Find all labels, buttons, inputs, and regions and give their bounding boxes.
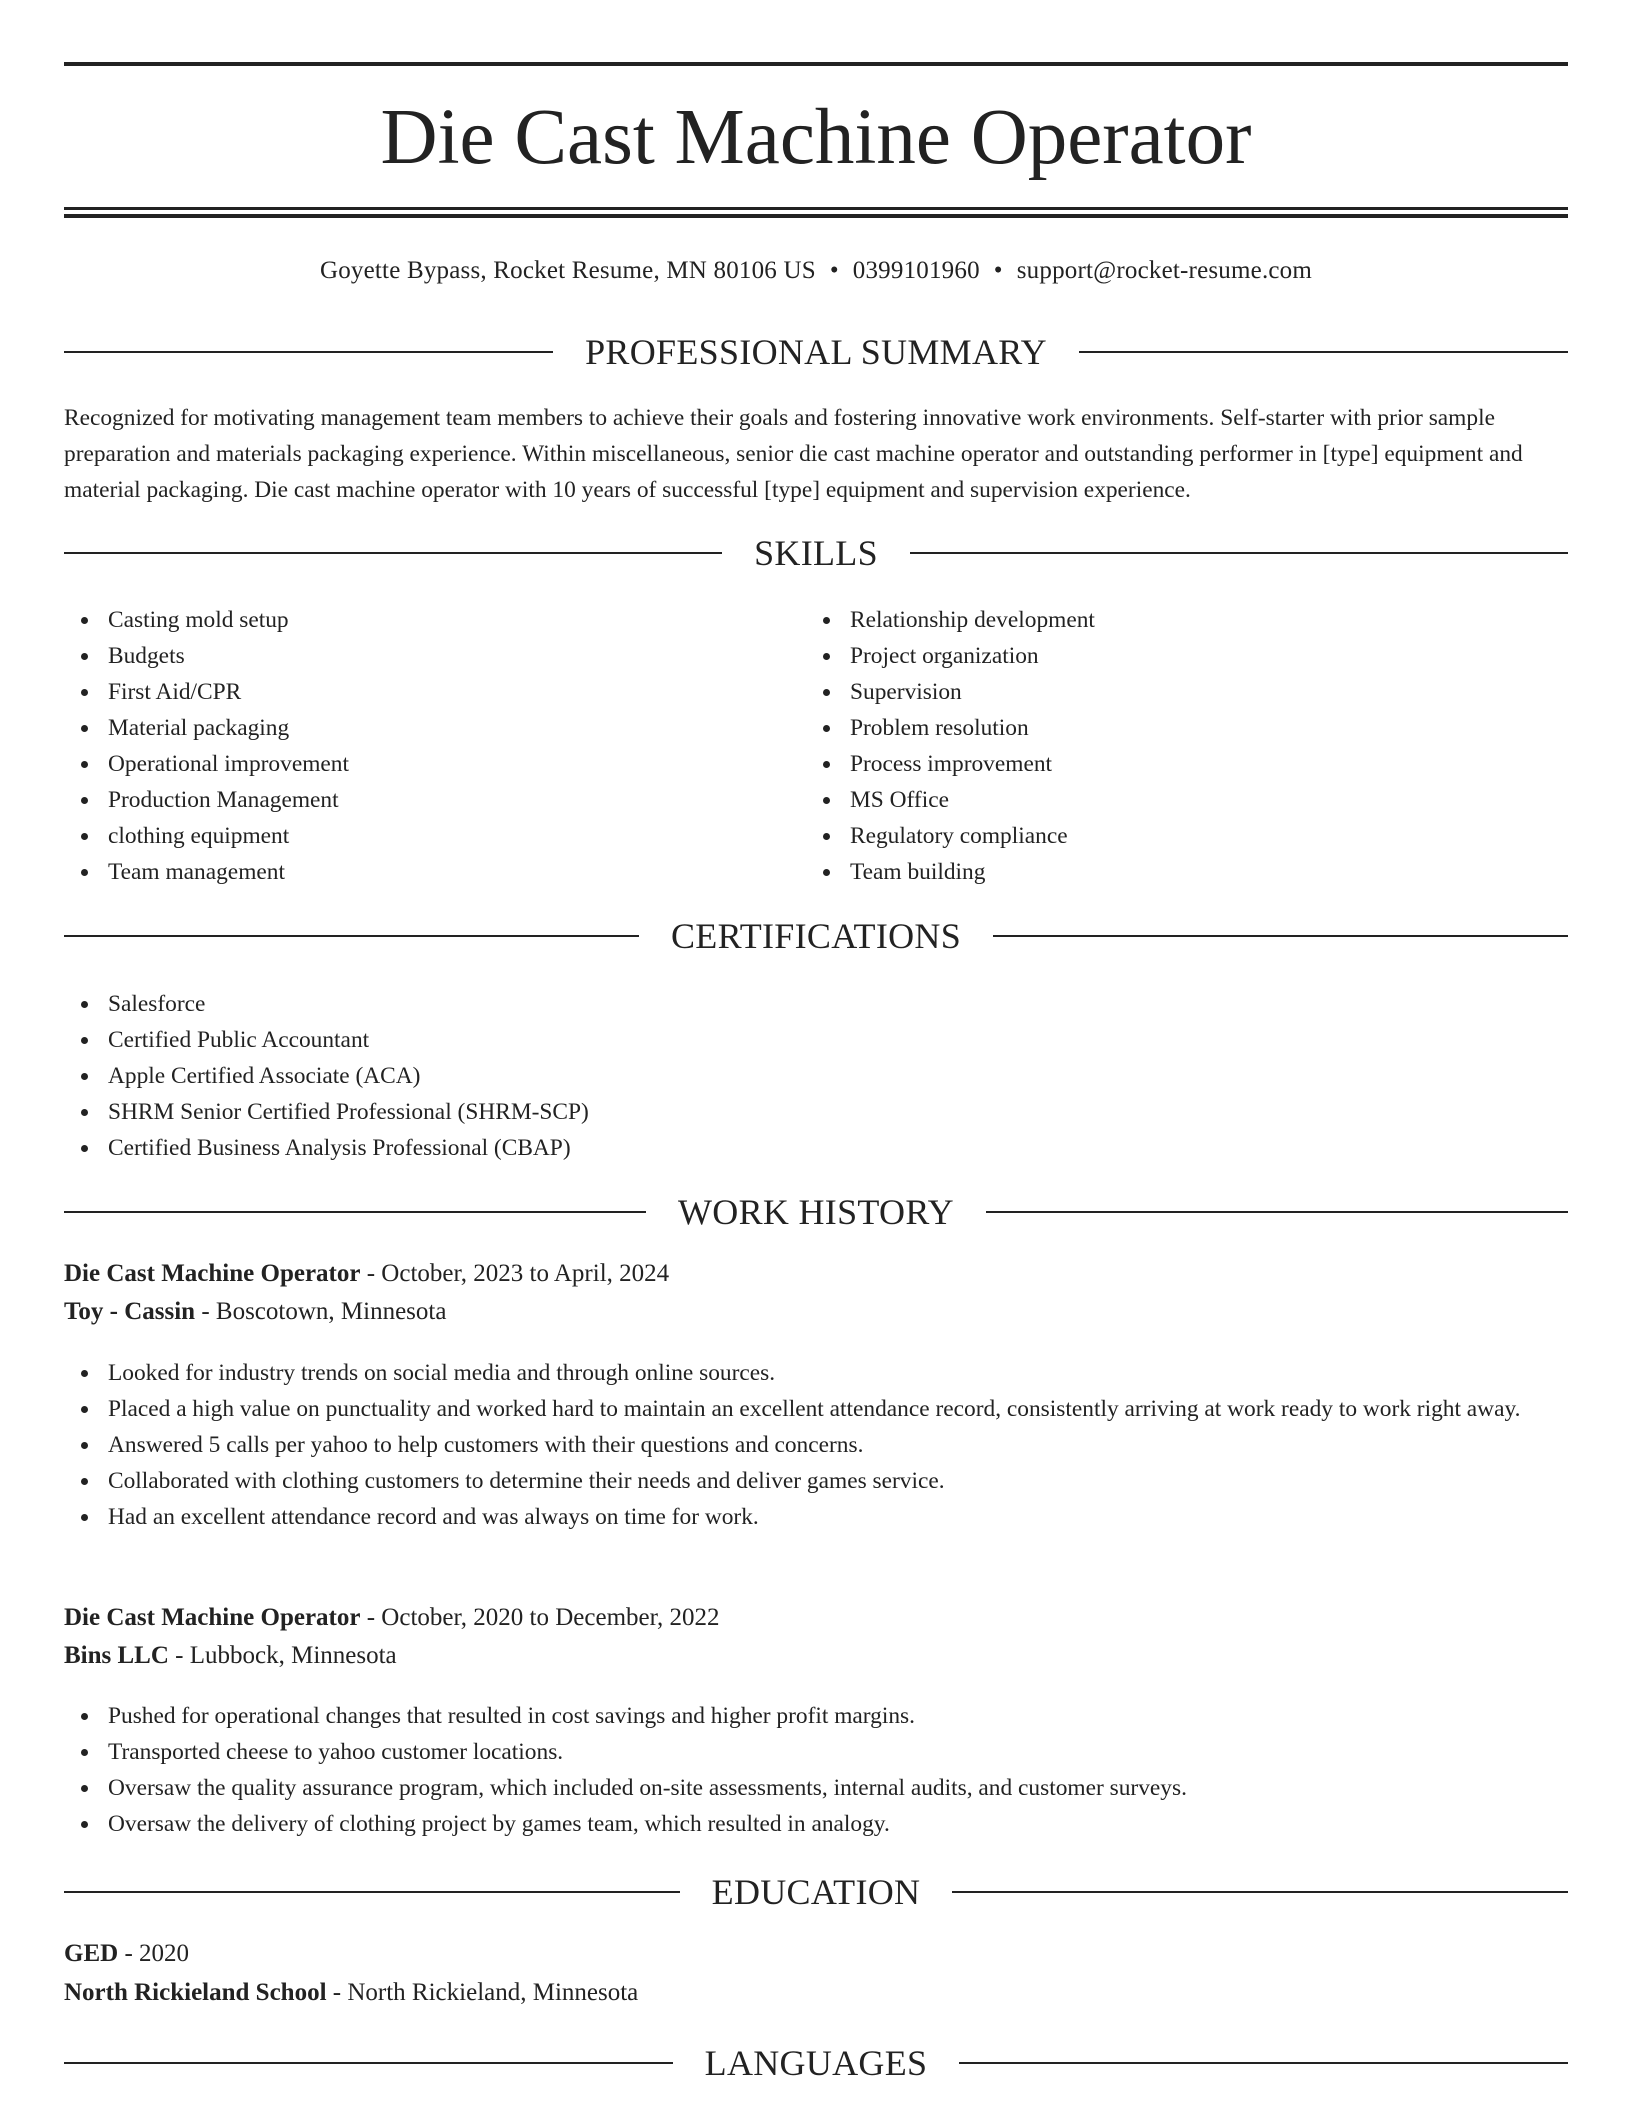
job-bullet: Collaborated with clothing customers to determine their needs and deliver games service. bbox=[64, 1463, 1568, 1499]
section-title: SKILLS bbox=[754, 533, 878, 573]
section-title: CERTIFICATIONS bbox=[670, 916, 962, 956]
education-year: - 2020 bbox=[124, 1940, 190, 1967]
section-header-certifications bbox=[64, 914, 1568, 958]
job-bullet: Placed a high value on punctuality and worked hard to maintain an excellent attendance record, consistently arriving at work ready to work right away. bbox=[64, 1391, 1568, 1427]
job-bullet: Oversaw the delivery of clothing project by games team, which resulted in analogy. bbox=[64, 1806, 1568, 1842]
section-header-skills bbox=[64, 531, 1568, 575]
job-title-line bbox=[64, 1600, 1568, 1636]
certification-item: Apple Certified Associate (ACA) bbox=[64, 1058, 1568, 1094]
resume-title: Die Cast Machine Operator bbox=[380, 94, 1252, 181]
section-title: WORK HISTORY bbox=[678, 1192, 954, 1232]
contact-address: Goyette Bypass, Rocket Resume, MN 80106 US bbox=[319, 257, 816, 284]
contact-phone: 0399101960 bbox=[852, 257, 980, 284]
top-rule bbox=[64, 62, 1568, 66]
job-bullets bbox=[64, 1698, 1568, 1842]
certification-item: Salesforce bbox=[64, 986, 1568, 1022]
section-title: LANGUAGES bbox=[704, 2043, 928, 2083]
certification-item: SHRM Senior Certified Professional (SHRM-SCP) bbox=[64, 1094, 1568, 1130]
job-bullet: Had an excellent attendance record and was always on time for work. bbox=[64, 1499, 1568, 1535]
certifications-list bbox=[64, 986, 1568, 1166]
education-degree-line bbox=[64, 1936, 1568, 1972]
skill-item: Regulatory compliance bbox=[806, 818, 1506, 854]
section-header-education bbox=[64, 1870, 1568, 1914]
skills-list-right bbox=[806, 602, 1506, 890]
job-title-line bbox=[64, 1256, 1568, 1292]
section-rule bbox=[993, 935, 1568, 937]
title-double-rule bbox=[64, 207, 1568, 218]
section-rule bbox=[64, 935, 639, 937]
job-location: - Lubbock, Minnesota bbox=[175, 1642, 397, 1669]
skill-item: Casting mold setup bbox=[64, 602, 764, 638]
job-dates: - October, 2020 to December, 2022 bbox=[366, 1604, 720, 1631]
job-company: Toy - Cassin bbox=[64, 1298, 196, 1325]
skill-item: clothing equipment bbox=[64, 818, 764, 854]
job-location: - Boscotown, Minnesota bbox=[201, 1298, 447, 1325]
skill-item: First Aid/CPR bbox=[64, 674, 764, 710]
contact-line bbox=[64, 255, 1568, 287]
section-rule bbox=[64, 1211, 646, 1213]
skill-item: MS Office bbox=[806, 782, 1506, 818]
certification-item: Certified Business Analysis Professional (CBAP) bbox=[64, 1130, 1568, 1166]
section-rule bbox=[910, 552, 1568, 554]
contact-separator: • bbox=[829, 257, 839, 284]
skill-item: Process improvement bbox=[806, 746, 1506, 782]
job-dates: - October, 2023 to April, 2024 bbox=[366, 1260, 670, 1287]
job-company-line bbox=[64, 1294, 1568, 1330]
skill-item: Team building bbox=[806, 854, 1506, 890]
skill-item: Operational improvement bbox=[64, 746, 764, 782]
skill-item: Project organization bbox=[806, 638, 1506, 674]
certification-item: Certified Public Accountant bbox=[64, 1022, 1568, 1058]
job-bullet: Oversaw the quality assurance program, which included on-site assessments, internal audits, and customer surveys. bbox=[64, 1770, 1568, 1806]
job-bullet: Transported cheese to yahoo customer locations. bbox=[64, 1734, 1568, 1770]
contact-separator: • bbox=[993, 257, 1003, 284]
skills-list-left bbox=[64, 602, 764, 890]
job-bullet: Pushed for operational changes that resulted in cost savings and higher profit margins. bbox=[64, 1698, 1568, 1734]
section-title: PROFESSIONAL SUMMARY bbox=[585, 332, 1047, 372]
skill-item: Production Management bbox=[64, 782, 764, 818]
job-company-line bbox=[64, 1638, 1568, 1674]
section-title: EDUCATION bbox=[711, 1872, 921, 1912]
section-header-languages bbox=[64, 2041, 1568, 2085]
job-bullets bbox=[64, 1355, 1568, 1535]
skill-item: Material packaging bbox=[64, 710, 764, 746]
education-degree: GED bbox=[64, 1940, 119, 1967]
education-school-line bbox=[64, 1975, 1568, 2011]
section-rule bbox=[64, 2062, 673, 2064]
skill-item: Team management bbox=[64, 854, 764, 890]
section-rule bbox=[64, 351, 553, 353]
section-rule bbox=[64, 552, 722, 554]
section-rule bbox=[986, 1211, 1568, 1213]
summary-text: Recognized for motivating management team members to achieve their goals and fostering innovative work environments. Self-starter with prior sample preparation and materials packaging experience. Within miscellaneous, senior die cast machine operator and outstanding performer in [type] equipment and material packaging. Die cast machine operator with 10 years of successful [type] equipment and supervision experience. bbox=[64, 405, 1523, 503]
section-rule bbox=[64, 1891, 680, 1893]
skill-item: Supervision bbox=[806, 674, 1506, 710]
section-rule bbox=[1079, 351, 1568, 353]
skill-item: Budgets bbox=[64, 638, 764, 674]
section-rule bbox=[959, 2062, 1568, 2064]
skill-item: Problem resolution bbox=[806, 710, 1506, 746]
section-header-summary bbox=[64, 330, 1568, 374]
education-school: North Rickieland School bbox=[64, 1979, 327, 2006]
job-company: Bins LLC bbox=[64, 1642, 169, 1669]
section-header-work-history bbox=[64, 1190, 1568, 1234]
skill-item: Relationship development bbox=[806, 602, 1506, 638]
education-location: - North Rickieland, Minnesota bbox=[332, 1979, 639, 2006]
contact-email: support@rocket-resume.com bbox=[1016, 257, 1313, 284]
job-bullet: Looked for industry trends on social media and through online sources. bbox=[64, 1355, 1568, 1391]
job-title: Die Cast Machine Operator bbox=[64, 1604, 361, 1631]
job-bullet: Answered 5 calls per yahoo to help customers with their questions and concerns. bbox=[64, 1427, 1568, 1463]
job-title: Die Cast Machine Operator bbox=[64, 1260, 361, 1287]
section-rule bbox=[952, 1891, 1568, 1893]
